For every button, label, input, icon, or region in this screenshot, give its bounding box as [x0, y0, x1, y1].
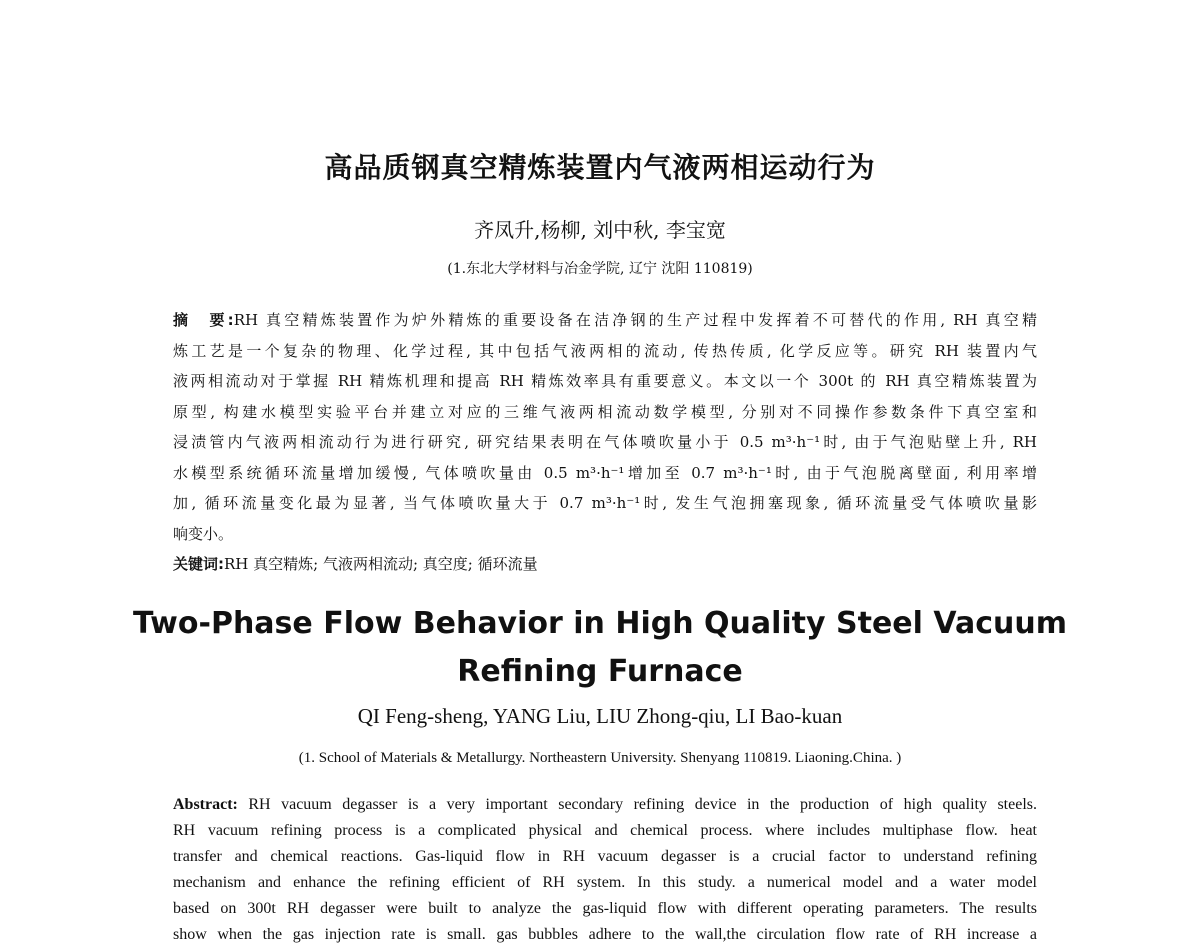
- abstract-line: 响变小。: [173, 524, 234, 543]
- abstract-line: RH vacuum refining process is a complicated physical and chemical process. where includes multiphase flow. heat: [173, 822, 1037, 839]
- abstract-line: 水模型系统循环流量增加缓慢, 气体喷吹量由 0.5 m³·h⁻¹增加至 0.7 m³·h⁻¹时, 由于气泡脱离壁面, 利用率增: [173, 463, 1037, 482]
- abstract-line: 炼工艺是一个复杂的物理、化学过程, 其中包括气液两相的流动, 传热传质, 化学反应等。研究 RH 装置内气: [173, 341, 1037, 360]
- abstract-line: show when the gas injection rate is small. gas bubbles adhere to the wall,the circulation flow rate of RH increase a: [173, 926, 1037, 943]
- abstract-line: transfer and chemical reactions. Gas-liquid flow in RH vacuum degasser is a crucial factor to understand refining: [173, 848, 1037, 865]
- keywords: [173, 549, 1037, 580]
- keywords-label: 关键词:: [173, 555, 224, 573]
- abstract-line: mechanism and enhance the refining efficient of RH system. In this study. a numerical model and a water model: [173, 874, 1037, 891]
- chinese-abstract: [173, 305, 1037, 580]
- abstract-label: 摘 要:: [173, 311, 234, 329]
- abstract-line: 原型, 构建水模型实验平台并建立对应的三维气液两相流动数学模型, 分别对不同操作参数条件下真空室和: [173, 402, 1037, 421]
- english-title-line: Refining Furnace: [457, 654, 743, 689]
- chinese-authors: 齐凤升,杨柳, 刘中秋, 李宝宽: [474, 218, 726, 242]
- abstract-label: Abstract:: [173, 796, 238, 813]
- abstract-line: 加, 循环流量变化最为显著, 当气体喷吹量大于 0.7 m³·h⁻¹时, 发生气泡拥塞现象, 循环流量受气体喷吹量影: [173, 494, 1037, 512]
- chinese-title: 高品质钢真空精炼装置内气液两相运动行为: [324, 151, 876, 184]
- english-title-line: Two-Phase Flow Behavior in High Quality Steel Vacuum: [133, 606, 1067, 641]
- abstract-line: RH 真空精炼装置作为炉外精炼的重要设备在洁净钢的生产过程中发挥着不可替代的作用, RH 真空精: [233, 311, 1038, 329]
- chinese-affiliation: (1.东北大学材料与冶金学院, 辽宁 沈阳 110819): [447, 261, 753, 277]
- keywords-text: RH 真空精炼; 气液两相流动; 真空度; 循环流量: [224, 555, 538, 573]
- english-title: [0, 600, 1200, 696]
- abstract-line: based on 300t RH degasser were built to analyze the gas-liquid flow with different operating parameters. The results: [173, 900, 1037, 917]
- abstract-line: 液两相流动对于掌握 RH 精炼机理和提高 RH 精炼效率具有重要意义。本文以一个 300t 的 RH 真空精炼装置为: [173, 372, 1037, 390]
- abstract-line: RH vacuum degasser is a very important secondary refining device in the production of high quality steels.: [237, 796, 1037, 813]
- english-abstract: [173, 792, 1037, 948]
- abstract-line: 浸渍管内气液两相流动行为进行研究, 研究结果表明在气体喷吹量小于 0.5 m³·h⁻¹时, 由于气泡贴壁上升, RH: [173, 433, 1037, 451]
- english-authors: QI Feng-sheng, YANG Liu, LIU Zhong-qiu, LI Bao-kuan: [357, 704, 843, 728]
- english-affiliation: (1. School of Materials & Metallurgy. Northeastern University. Shenyang 110819. Liaoning.China. ): [298, 750, 902, 766]
